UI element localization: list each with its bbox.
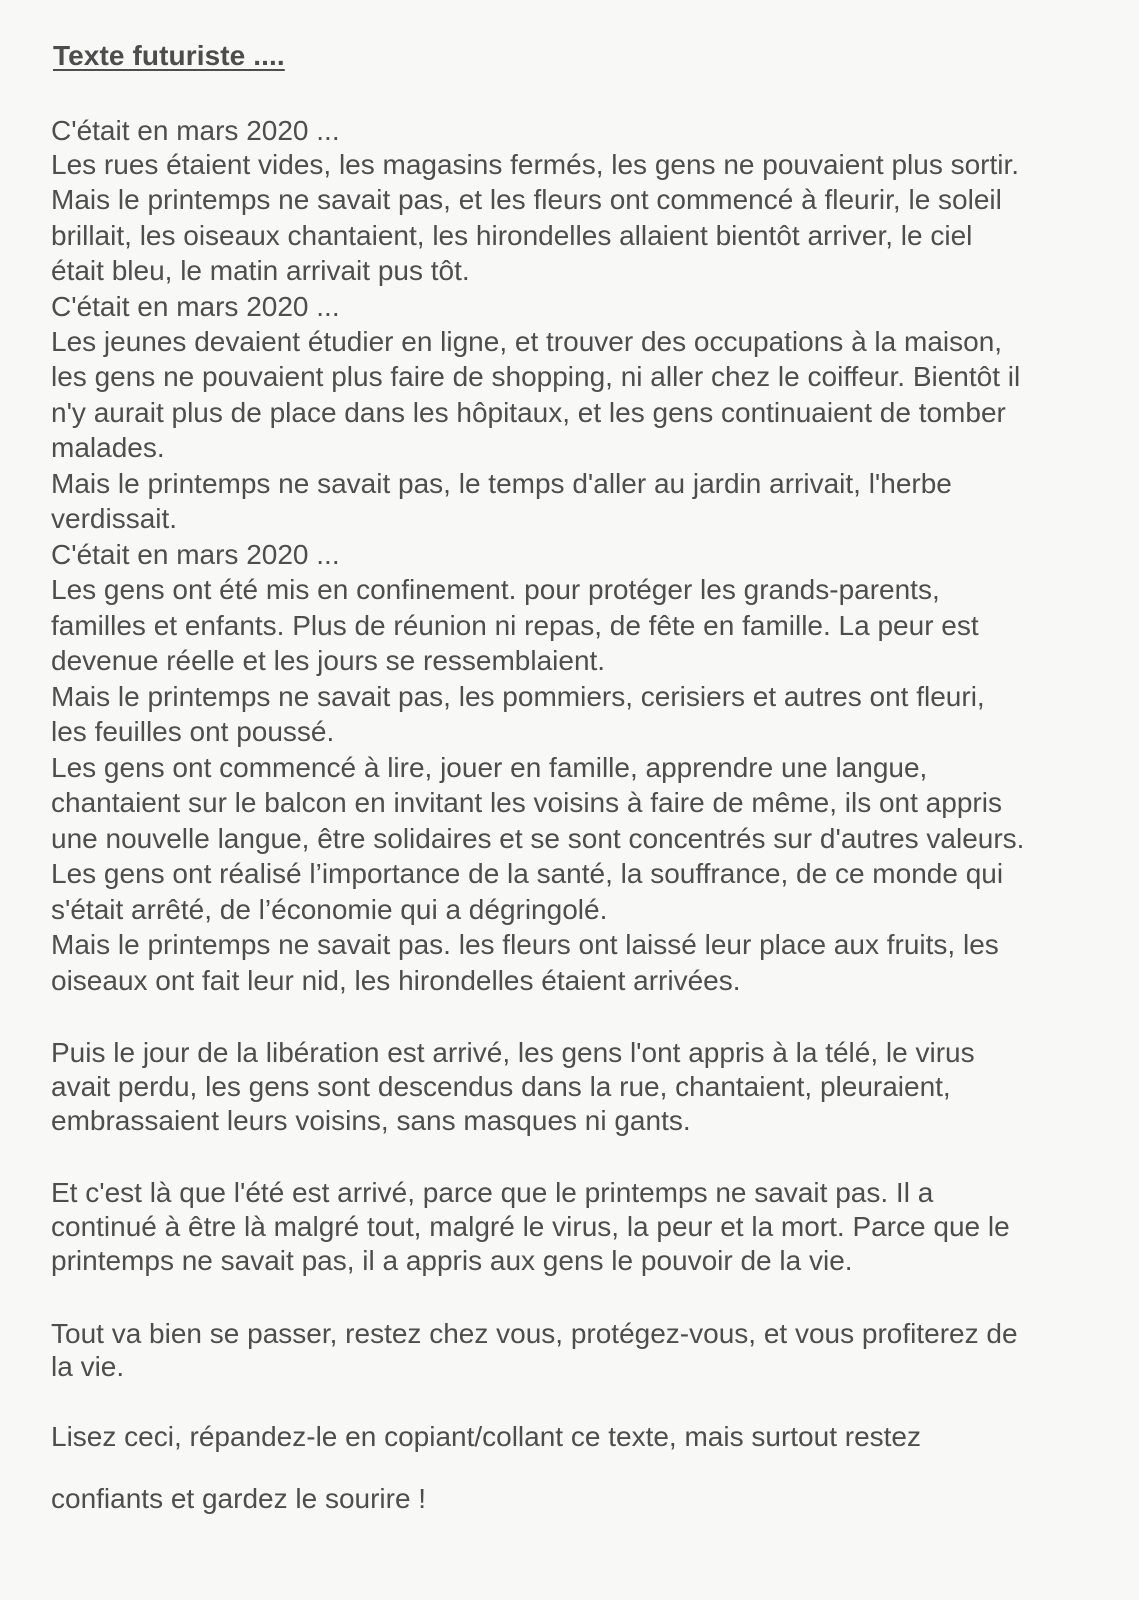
- text-line: Et c'est là que l'été est arrivé, parce que le printemps ne savait pas. Il a: [51, 1177, 934, 1208]
- text-line: les gens ne pouvaient plus faire de shopping, ni aller chez le coiffeur. Bientôt il: [51, 361, 1021, 392]
- text-line: était bleu, le matin arrivait pus tôt.: [51, 255, 470, 286]
- text-line: brillait, les oiseaux chantaient, les hirondelles allaient bientôt arriver, le ciel: [51, 220, 973, 251]
- text-line: Puis le jour de la libération est arrivé, les gens l'ont appris à la télé, le virus: [51, 1037, 975, 1068]
- text-line: Les jeunes devaient étudier en ligne, et trouver des occupations à la maison,: [51, 326, 1003, 357]
- text-line: Les rues étaient vides, les magasins fermés, les gens ne pouvaient plus sortir.: [51, 149, 1020, 180]
- text-line: Les gens ont réalisé l’importance de la santé, la souffrance, de ce monde qui: [51, 858, 1004, 889]
- text-line: oiseaux ont fait leur nid, les hirondelles étaient arrivées.: [51, 965, 741, 996]
- text-line: Mais le printemps ne savait pas, le temps d'aller au jardin arrivait, l'herbe: [51, 468, 952, 499]
- text-line: Lisez ceci, répandez-le en copiant/collant ce texte, mais surtout restez: [51, 1421, 921, 1452]
- text-line: confiants et gardez le sourire !: [51, 1483, 427, 1514]
- text-line: verdissait.: [51, 503, 178, 534]
- text-line: C'était en mars 2020 ...: [51, 115, 340, 146]
- text-line: printemps ne savait pas, il a appris aux gens le pouvoir de la vie.: [51, 1245, 853, 1276]
- text-line: la vie.: [51, 1351, 125, 1382]
- text-line: chantaient sur le balcon en invitant les voisins à faire de même, ils ont appris: [51, 787, 1002, 818]
- text-line: malades.: [51, 432, 165, 463]
- text-line: devenue réelle et les jours se ressemblaient.: [51, 645, 606, 676]
- text-line: C'était en mars 2020 ...: [51, 291, 340, 322]
- text-line: Tout va bien se passer, restez chez vous, protégez-vous, et vous profiterez de: [51, 1318, 1018, 1349]
- text-line: une nouvelle langue, être solidaires et se sont concentrés sur d'autres valeurs.: [51, 823, 1025, 854]
- text-line: Mais le printemps ne savait pas. les fleurs ont laissé leur place aux fruits, les: [51, 929, 999, 960]
- text-line: Les gens ont été mis en confinement. pour protéger les grands-parents,: [51, 574, 940, 605]
- text-line: avait perdu, les gens sont descendus dans la rue, chantaient, pleuraient,: [51, 1071, 951, 1102]
- text-line: C'était en mars 2020 ...: [51, 539, 340, 570]
- text-line: les feuilles ont poussé.: [51, 716, 335, 747]
- text-line: familles et enfants. Plus de réunion ni repas, de fête en famille. La peur est: [51, 610, 979, 641]
- text-line: embrassaient leurs voisins, sans masques ni gants.: [51, 1105, 691, 1136]
- text-line: n'y aurait plus de place dans les hôpitaux, et les gens continuaient de tomber: [51, 397, 1006, 428]
- text-line: Les gens ont commencé à lire, jouer en famille, apprendre une langue,: [51, 752, 928, 783]
- text-line: Mais le printemps ne savait pas, les pommiers, cerisiers et autres ont fleuri,: [51, 681, 985, 712]
- document-title: Texte futuriste ....: [53, 40, 285, 71]
- text-line: continué à être là malgré tout, malgré le virus, la peur et la mort. Parce que le: [51, 1211, 1010, 1242]
- text-line: s'était arrêté, de l’économie qui a dégringolé.: [51, 894, 608, 925]
- text-line: Mais le printemps ne savait pas, et les fleurs ont commencé à fleurir, le soleil: [51, 184, 1002, 215]
